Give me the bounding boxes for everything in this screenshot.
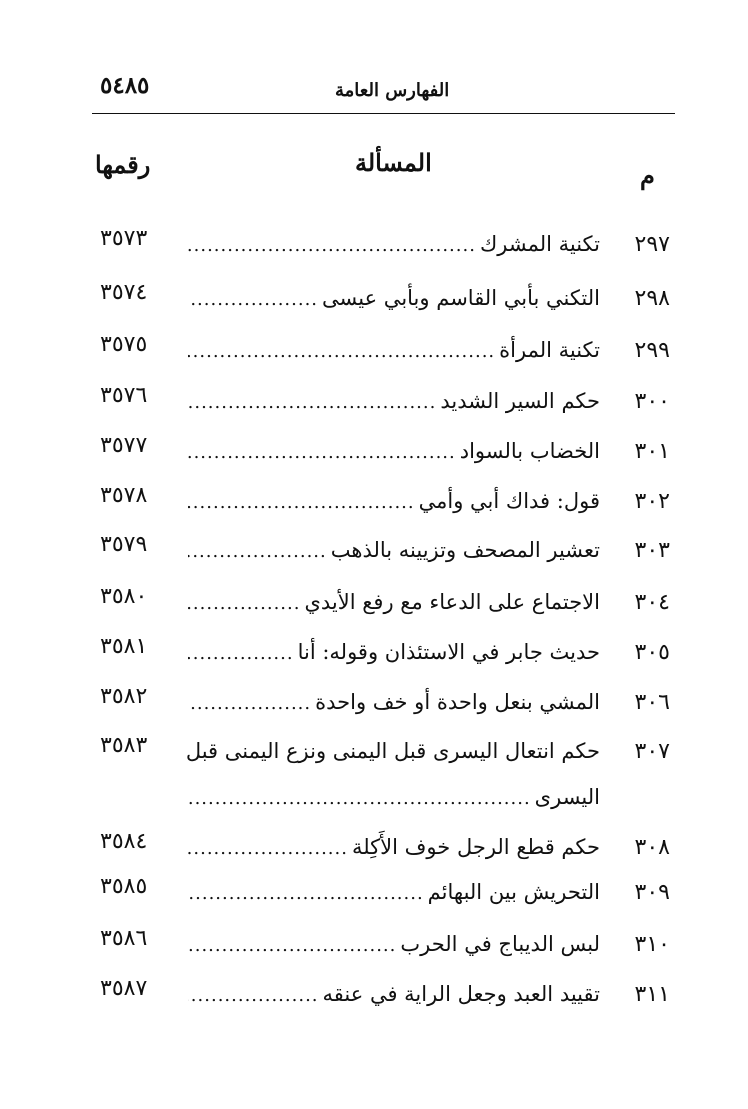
row-title: التحريش بين البهائم xyxy=(427,880,600,904)
index-row xyxy=(0,733,748,829)
row-reference: ٣٥٨٢ xyxy=(100,684,148,709)
row-entry xyxy=(188,389,600,413)
index-row xyxy=(0,874,748,920)
dot-leader xyxy=(188,442,456,463)
row-entry xyxy=(188,690,600,714)
column-header-issue: المسألة xyxy=(355,148,432,177)
row-number: ٣٠١ xyxy=(634,439,670,464)
row-number: ٣٠٢ xyxy=(634,489,670,514)
dot-leader xyxy=(188,693,311,714)
row-reference: ٣٥٨٣ xyxy=(100,733,148,758)
row-title: المشي بنعل واحدة أو خف واحدة xyxy=(315,690,600,714)
row-number: ٣٠٣ xyxy=(634,538,670,563)
row-entry xyxy=(188,489,600,513)
row-title: تكنية المرأة xyxy=(499,338,600,362)
row-entry xyxy=(188,338,600,362)
index-row xyxy=(0,383,748,429)
index-row xyxy=(0,483,748,529)
row-entry xyxy=(188,590,600,614)
index-row xyxy=(0,332,748,378)
row-title: التكني بأبي القاسم وبأبي عيسى xyxy=(322,286,600,310)
running-header-title: الفهارس العامة xyxy=(335,80,450,101)
row-number: ٣١٠ xyxy=(634,932,670,957)
row-entry xyxy=(188,932,600,956)
row-entry xyxy=(188,439,600,463)
row-reference: ٣٥٨١ xyxy=(100,634,148,659)
row-title: حديث جابر في الاستئذان وقوله: أنا xyxy=(297,640,600,664)
row-number: ٣٠٩ xyxy=(634,880,670,905)
dot-leader xyxy=(188,643,294,664)
row-title: لبس الديباج في الحرب xyxy=(400,932,600,956)
row-title: حكم قطع الرجل خوف الأَكِلة xyxy=(351,835,600,859)
row-entry xyxy=(188,982,600,1006)
row-entry xyxy=(188,286,600,310)
row-reference: ٣٥٧٥ xyxy=(100,332,148,357)
index-row xyxy=(0,829,748,875)
row-number: ٢٩٩ xyxy=(634,338,670,363)
dot-leader xyxy=(188,392,436,413)
row-reference: ٣٥٨٧ xyxy=(100,976,148,1001)
index-row xyxy=(0,684,748,730)
row-reference: ٣٥٧٨ xyxy=(100,483,148,508)
page-number: ٥٤٨٥ xyxy=(100,72,150,99)
index-row xyxy=(0,584,748,630)
row-entry xyxy=(188,640,600,664)
row-title: تقييد العبد وجعل الراية في عنقه xyxy=(322,982,600,1006)
row-reference: ٣٥٨٠ xyxy=(100,584,148,609)
row-number: ٣٠٨ xyxy=(634,835,670,860)
dot-leader xyxy=(188,883,424,904)
row-number: ٢٩٨ xyxy=(634,286,670,311)
index-row xyxy=(0,226,748,272)
header-rule xyxy=(92,113,675,114)
dot-leader xyxy=(188,341,495,362)
row-reference: ٣٥٧٧ xyxy=(100,433,148,458)
dot-leader xyxy=(188,935,396,956)
column-header-reference: رقمها xyxy=(95,150,151,179)
dot-leader xyxy=(188,289,318,310)
dot-leader xyxy=(188,985,319,1006)
row-entry xyxy=(188,880,600,904)
index-row xyxy=(0,532,748,578)
row-entry xyxy=(188,785,600,809)
row-reference: ٣٥٨٥ xyxy=(100,874,148,899)
row-number: ٣٠٦ xyxy=(634,690,670,715)
row-title: قول: فداك أبي وأمي xyxy=(418,489,600,513)
row-number: ٢٩٧ xyxy=(634,232,670,257)
row-entry xyxy=(188,232,600,256)
row-title: تعشير المصحف وتزيينه بالذهب xyxy=(330,538,600,562)
row-number: ٣٠٠ xyxy=(634,389,670,414)
row-reference: ٣٥٧٤ xyxy=(100,280,148,305)
row-number: ٣٠٧ xyxy=(634,739,670,764)
column-header-number: م xyxy=(640,161,655,190)
row-number: ٣٠٥ xyxy=(634,640,670,665)
dot-leader xyxy=(188,492,415,513)
row-title: حكم السير الشديد xyxy=(440,389,600,413)
dot-leader xyxy=(188,788,531,809)
row-reference: ٣٥٧٣ xyxy=(100,226,148,251)
row-number: ٣١١ xyxy=(634,982,670,1007)
row-number: ٣٠٤ xyxy=(634,590,670,615)
index-row xyxy=(0,634,748,680)
dot-leader xyxy=(188,235,476,256)
row-title: الخضاب بالسواد xyxy=(459,439,600,463)
index-row xyxy=(0,976,748,1022)
row-reference: ٣٥٨٤ xyxy=(100,829,148,854)
dot-leader xyxy=(188,541,327,562)
row-entry xyxy=(188,835,600,859)
index-row xyxy=(0,926,748,972)
index-row xyxy=(0,433,748,479)
dot-leader xyxy=(188,838,348,859)
dot-leader xyxy=(188,593,300,614)
index-row xyxy=(0,280,748,326)
row-title: تكنية المشرك xyxy=(479,232,600,256)
row-reference: ٣٥٨٦ xyxy=(100,926,148,951)
row-entry xyxy=(188,538,600,562)
row-reference: ٣٥٧٦ xyxy=(100,383,148,408)
row-title-continued: اليسرى xyxy=(534,785,600,809)
row-title: حكم انتعال اليسرى قبل اليمنى ونزع اليمنى قبل xyxy=(185,739,600,763)
row-reference: ٣٥٧٩ xyxy=(100,532,148,557)
row-title: الاجتماع على الدعاء مع رفع الأيدي xyxy=(304,590,600,614)
